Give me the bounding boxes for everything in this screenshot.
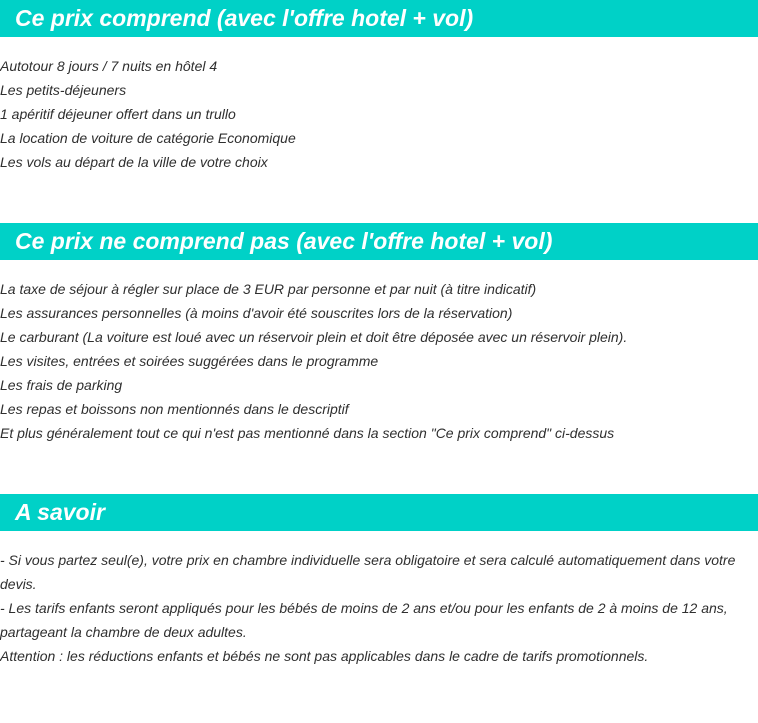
includes-title: Ce prix comprend (avec l'offre hotel + vol) bbox=[0, 0, 758, 37]
list-item: Les assurances personnelles (à moins d'avoir été souscrites lors de la réservation) bbox=[0, 305, 513, 321]
paragraph: - Si vous partez seul(e), votre prix en chambre individuelle sera obligatoire et sera calculé automatiquement dans votre devis. bbox=[0, 552, 736, 592]
list-item: Et plus généralement tout ce qui n'est pas mentionné dans la section "Ce prix comprend" ci-dessus bbox=[0, 425, 615, 441]
excludes-section bbox=[0, 223, 758, 445]
list-item: Autotour 8 jours / 7 nuits en hôtel 4 bbox=[0, 58, 218, 74]
paragraph: - Les tarifs enfants seront appliqués pour les bébés de moins de 2 ans et/ou pour les enfants de 2 à moins de 12 ans, partageant la chambre de deux adultes. bbox=[0, 600, 728, 640]
excludes-title: Ce prix ne comprend pas (avec l'offre hotel + vol) bbox=[0, 223, 758, 260]
to-know-section bbox=[0, 494, 758, 668]
list-item: Les vols au départ de la ville de votre choix bbox=[0, 154, 268, 170]
includes-section bbox=[0, 0, 758, 174]
list-item: Les petits-déjeuners bbox=[0, 82, 127, 98]
includes-list bbox=[0, 37, 758, 174]
list-item: Les repas et boissons non mentionnés dans le descriptif bbox=[0, 401, 349, 417]
list-item: Le carburant (La voiture est loué avec un réservoir plein et doit être déposée avec un réservoir plein). bbox=[0, 329, 628, 345]
to-know-title: A savoir bbox=[0, 494, 758, 531]
to-know-text bbox=[0, 531, 758, 668]
list-item: Les visites, entrées et soirées suggérées dans le programme bbox=[0, 353, 379, 369]
list-item: Les frais de parking bbox=[0, 377, 123, 393]
list-item: La location de voiture de catégorie Economique bbox=[0, 130, 296, 146]
excludes-list bbox=[0, 260, 758, 445]
paragraph: Attention : les réductions enfants et bébés ne sont pas applicables dans le cadre de tarifs promotionnels. bbox=[0, 648, 649, 664]
list-item: 1 apéritif déjeuner offert dans un trullo bbox=[0, 106, 236, 122]
list-item: La taxe de séjour à régler sur place de 3 EUR par personne et par nuit (à titre indicatif) bbox=[0, 281, 537, 297]
